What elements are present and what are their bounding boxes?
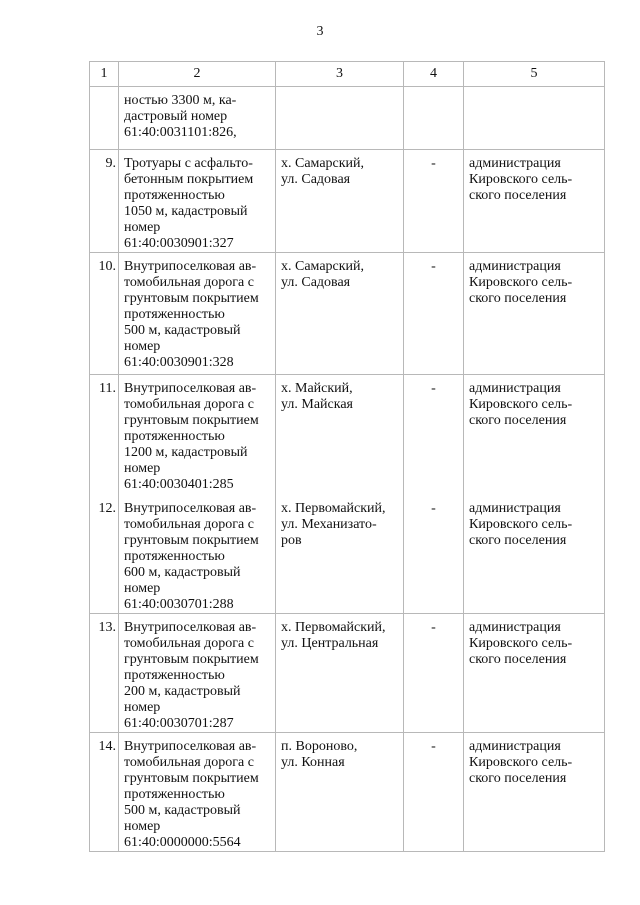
table-row: [90, 375, 605, 495]
object-owner: администрация Кировского сель- ского поселения: [464, 150, 605, 253]
table-row: [90, 253, 605, 375]
object-name: Внутрипоселковая ав- томобильная дорога с грунтовым покрытием протяженностью 600 м, кадастровый номер 61:40:0030701:288: [119, 495, 276, 614]
object-name: Внутрипоселковая ав- томобильная дорога с грунтовым покрытием протяженностью 500 м, кадастровый номер 61:40:0000000:5564: [119, 732, 276, 851]
row-number: 11.: [90, 375, 119, 495]
object-name: Внутрипоселковая ав- томобильная дорога с грунтовым покрытием протяженностью 1200 м, кадастровый номер 61:40:0030401:285: [119, 375, 276, 495]
continuation-row: [90, 87, 605, 150]
registry-table: [89, 61, 605, 852]
column-header: 5: [464, 62, 605, 87]
object-owner: администрация Кировского сель- ского поселения: [464, 375, 605, 495]
row-number: 12.: [90, 495, 119, 614]
row-number: 10.: [90, 253, 119, 375]
column-header: 1: [90, 62, 119, 87]
column-4-value: -: [404, 495, 464, 614]
object-name: Внутрипоселковая ав- томобильная дорога с грунтовым покрытием протяженностью 200 м, кадастровый номер 61:40:0030701:287: [119, 613, 276, 732]
object-name: Тротуары с асфальто- бетонным покрытием протяженностью 1050 м, кадастровый номер 61:40:0030901:327: [119, 150, 276, 253]
page-number: 3: [316, 24, 324, 39]
table-row: [90, 495, 605, 614]
object-owner: администрация Кировского сель- ского поселения: [464, 613, 605, 732]
row-number: 14.: [90, 732, 119, 851]
object-owner: администрация Кировского сель- ского поселения: [464, 495, 605, 614]
row-number: 9.: [90, 150, 119, 253]
object-address: х. Самарский, ул. Садовая: [276, 150, 404, 253]
column-header: 3: [276, 62, 404, 87]
column-header: 2: [119, 62, 276, 87]
table-row: [90, 613, 605, 732]
column-4-value: -: [404, 150, 464, 253]
table-header-row: [90, 62, 605, 87]
column-4-value: -: [404, 613, 464, 732]
table-row: [90, 150, 605, 253]
column-4-value: -: [404, 253, 464, 375]
object-owner: администрация Кировского сель- ского поселения: [464, 732, 605, 851]
column-header: 4: [404, 62, 464, 87]
object-owner: администрация Кировского сель- ского поселения: [464, 253, 605, 375]
object-address: х. Первомайский, ул. Центральная: [276, 613, 404, 732]
column-4-value: -: [404, 732, 464, 851]
object-address: х. Майский, ул. Майская: [276, 375, 404, 495]
table-row: [90, 732, 605, 851]
object-address: п. Вороново, ул. Конная: [276, 732, 404, 851]
object-name: Внутрипоселковая ав- томобильная дорога с грунтовым покрытием протяженностью 500 м, кадастровый номер 61:40:0030901:328: [119, 253, 276, 375]
object-address: х. Первомайский, ул. Механизато- ров: [276, 495, 404, 614]
row-number: 13.: [90, 613, 119, 732]
column-4-value: -: [404, 375, 464, 495]
continuation-text: ностью 3300 м, ка- дастровый номер 61:40:0031101:826,: [119, 87, 276, 150]
object-address: х. Самарский, ул. Садовая: [276, 253, 404, 375]
